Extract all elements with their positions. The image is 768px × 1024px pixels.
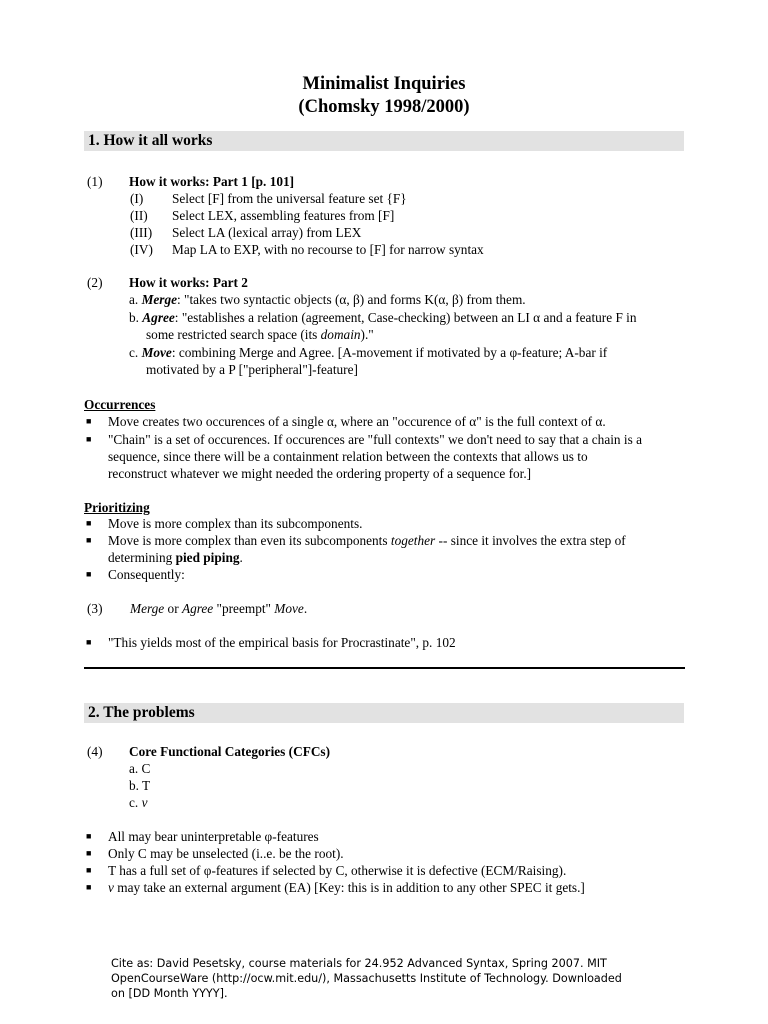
domain-term: domain [320,327,361,342]
text: may take an external argument (EA) [Key: this is in addition to any other SPEC it gets.] [113,880,585,895]
section-1-heading: 1. How it all works [88,132,213,149]
list-item: b. T [129,778,151,793]
footer-line: OpenCourseWare (http://ocw.mit.edu/), Massachusetts Institute of Technology. Downloaded [111,972,622,985]
example-heading: How it works: Part 1 [p. 101] [129,174,295,189]
bullet-icon: ■ [86,416,92,426]
bullet-icon: ■ [86,865,92,875]
text: "preempt" [213,601,275,616]
citation-footer [111,956,671,1001]
bullet-text [108,879,688,897]
section-divider [84,667,685,669]
merge-term: Merge [130,601,165,616]
agree-term: Agree [142,310,175,325]
example-heading: Core Functional Categories (CFCs) [129,744,331,759]
v-term: v [108,880,114,895]
text: . [239,550,243,565]
merge-term: Merge [141,292,178,307]
bullet-icon: ■ [86,848,92,858]
text: -- since it involves the extra step of [435,533,626,548]
agree-definition-cont [146,326,686,344]
together-term: together [390,533,436,548]
list-item-number: (II) [130,208,148,223]
text: Move is more complex than even its subcomponents [108,533,391,548]
merge-text: : "takes two syntactic objects (α, β) and forms K(α, β) from them. [177,292,526,307]
footer-line: on [DD Month YYYY]. [111,987,228,1000]
bullet-icon: ■ [86,434,92,444]
list-item-text: Map LA to EXP, with no recourse to [F] for narrow syntax [172,242,484,257]
bullet-icon: ■ [86,831,92,841]
bullet-icon: ■ [86,518,92,528]
bullet-icon: ■ [86,882,92,892]
move-definition [129,344,689,362]
bullet-text: Consequently: [108,567,185,582]
section-2-heading: 2. The problems [88,704,195,721]
occurrences-heading: Occurrences [84,397,156,412]
example-number: (2) [87,275,103,290]
bullet-icon: ■ [86,569,92,579]
item-prefix: a. [129,292,142,307]
list-item-text: Select [F] from the universal feature set {F} [172,191,407,206]
text: some restricted search space (its [146,327,321,342]
move-term: Move [141,345,172,360]
text: . [303,601,308,616]
section-2-header [84,703,684,723]
footer-line: Cite as: David Pesetsky, course materials for 24.952 Advanced Syntax, Spring 2007. MIT [111,957,607,970]
example-number: (4) [87,744,103,759]
list-item-number: (I) [130,191,144,206]
list-item: a. C [129,761,151,776]
item-prefix: c. [129,795,142,810]
bullet-text [108,532,688,550]
bullet-text: Only C may be unselected (i..e. be the root). [108,846,344,861]
bullet-text: "Chain" is a set of occurences. If occurences are "full contexts" we don't need to say that a chain is a [108,432,642,447]
text: or [164,601,182,616]
bullet-text: reconstruct whatever we might needed the ordering property of a sequence for.] [108,466,532,481]
example-text [130,600,307,618]
example-number: (1) [87,174,103,189]
bullet-icon: ■ [86,637,92,647]
example-heading: How it works: Part 2 [129,275,248,290]
move-definition-cont: motivated by a P ["peripheral"]-feature] [146,362,358,377]
bullet-text: sequence, since there will be a containment relation between the contexts that allows us to [108,449,588,464]
bullet-text: "This yields most of the empirical basis for Procrastinate", p. 102 [108,635,456,650]
example-number: (3) [87,601,103,616]
list-item-text: Select LEX, assembling features from [F] [172,208,395,223]
item-prefix: b. [129,310,143,325]
text: determining [108,550,176,565]
agree-definition [129,309,689,327]
v-term: v [141,795,148,810]
bullet-text [108,549,688,567]
item-prefix: c. [129,345,142,360]
text: )." [360,327,374,342]
list-item-text: Select LA (lexical array) from LEX [172,225,362,240]
prioritizing-heading: Prioritizing [84,500,150,515]
pied-piping-term: pied piping [175,550,240,565]
section-1-header [84,131,684,151]
document-subtitle: (Chomsky 1998/2000) [298,97,470,117]
move-text: : combining Merge and Agree. [A-movement if motivated by a φ-feature; A-bar if [171,345,608,360]
bullet-text: Move creates two occurences of a single α, where an "occurence of α" is the full context of α. [108,414,606,429]
agree-text: : "establishes a relation (agreement, Case-checking) between an LI α and a feature F in [174,310,637,325]
agree-term: Agree [181,601,214,616]
list-item-number: (III) [130,225,153,240]
list-item-number: (IV) [130,242,153,257]
document-title: Minimalist Inquiries [302,74,466,94]
bullet-text: All may bear uninterpretable φ-features [108,829,319,844]
bullet-text: T has a full set of φ-features if selected by C, otherwise it is defective (ECM/Raising). [108,863,567,878]
move-term: Move [274,601,304,616]
merge-definition [129,291,689,309]
bullet-icon: ■ [86,535,92,545]
bullet-text: Move is more complex than its subcomponents. [108,516,363,531]
list-item [129,794,689,812]
